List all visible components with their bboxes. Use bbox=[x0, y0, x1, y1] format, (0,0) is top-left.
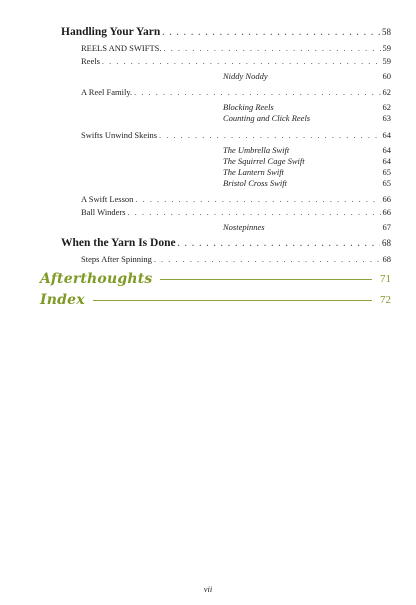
page-number: 62 bbox=[382, 87, 391, 97]
leader-rule bbox=[93, 300, 372, 301]
toc-back-matter-entry[interactable] bbox=[40, 292, 391, 308]
subsection-title: Bristol Cross Swift bbox=[223, 178, 287, 188]
toc-section-entry[interactable] bbox=[81, 254, 391, 264]
toc-subsection-entry[interactable] bbox=[223, 167, 391, 177]
dot-leader bbox=[159, 131, 380, 140]
toc-section-entry[interactable] bbox=[81, 87, 391, 97]
chapter-title: When the Yarn Is Done bbox=[61, 237, 176, 249]
toc-section-entry[interactable] bbox=[81, 207, 391, 217]
subsection-title: Blocking Reels bbox=[223, 102, 274, 112]
page-number: 58 bbox=[382, 27, 391, 37]
toc-subsection-entry[interactable] bbox=[223, 145, 391, 155]
dot-leader bbox=[164, 44, 381, 53]
toc-subsection-entry[interactable] bbox=[223, 102, 391, 112]
back-matter-title: Index bbox=[40, 292, 85, 308]
toc-section-entry[interactable] bbox=[81, 130, 391, 140]
page-number: 72 bbox=[380, 294, 391, 306]
toc-section-entry[interactable] bbox=[81, 43, 391, 53]
dot-leader bbox=[178, 239, 380, 248]
subsection-title: Niddy Noddy bbox=[223, 71, 268, 81]
page-number: 60 bbox=[382, 71, 391, 81]
page-number: 65 bbox=[382, 167, 391, 177]
page-number: 64 bbox=[382, 130, 391, 140]
page-number: 64 bbox=[382, 156, 391, 166]
toc-subsection-entry[interactable] bbox=[223, 222, 391, 232]
page-number: 68 bbox=[382, 238, 391, 248]
subsection-title: The Umbrella Swift bbox=[223, 145, 290, 155]
toc-subsection-entry[interactable] bbox=[223, 71, 391, 81]
page-number: 63 bbox=[382, 113, 391, 123]
page-folio: vii bbox=[203, 584, 213, 594]
toc-section-entry[interactable] bbox=[81, 194, 391, 204]
subsection-title: Nostepinnes bbox=[223, 222, 265, 232]
toc-chapter-entry[interactable] bbox=[61, 26, 391, 38]
dot-leader bbox=[135, 195, 380, 204]
page-number: 65 bbox=[382, 178, 391, 188]
subsection-title: Counting and Click Reels bbox=[223, 113, 311, 123]
dot-leader bbox=[162, 28, 380, 37]
subsection-title: The Squirrel Cage Swift bbox=[223, 156, 305, 166]
subsection-title: The Lantern Swift bbox=[223, 167, 284, 177]
dot-leader bbox=[128, 208, 381, 217]
toc-subsection-entry[interactable] bbox=[223, 113, 391, 123]
chapter-title: Handling Your Yarn bbox=[61, 26, 161, 38]
page-number: 66 bbox=[382, 207, 391, 217]
toc-subsection-entry[interactable] bbox=[223, 178, 391, 188]
toc-subsection-entry[interactable] bbox=[223, 156, 391, 166]
leader-rule bbox=[160, 279, 372, 280]
page-number: 68 bbox=[382, 254, 391, 264]
dot-leader bbox=[154, 255, 381, 264]
page-number: 66 bbox=[382, 194, 391, 204]
dot-leader bbox=[102, 57, 381, 66]
toc-chapter-entry[interactable] bbox=[61, 237, 391, 249]
section-title: A Reel Family. bbox=[81, 87, 133, 97]
toc-back-matter-entry[interactable] bbox=[40, 271, 391, 287]
page-number: 64 bbox=[382, 145, 391, 155]
section-title: Steps After Spinning bbox=[81, 254, 152, 264]
section-title: Reels bbox=[81, 56, 100, 66]
section-title: REELS AND SWIFTS. bbox=[81, 43, 162, 53]
toc-section-entry[interactable] bbox=[81, 56, 391, 66]
section-title: Ball Winders bbox=[81, 207, 126, 217]
page-number: 59 bbox=[382, 43, 391, 53]
page-number: 67 bbox=[382, 222, 391, 232]
back-matter-title: Afterthoughts bbox=[40, 271, 153, 287]
dot-leader bbox=[134, 88, 380, 97]
page-number: 71 bbox=[380, 273, 391, 285]
section-title: Swifts Unwind Skeins bbox=[81, 130, 158, 140]
section-title: A Swift Lesson bbox=[81, 194, 134, 204]
page-number: 62 bbox=[382, 102, 391, 112]
page-number: 59 bbox=[382, 56, 391, 66]
